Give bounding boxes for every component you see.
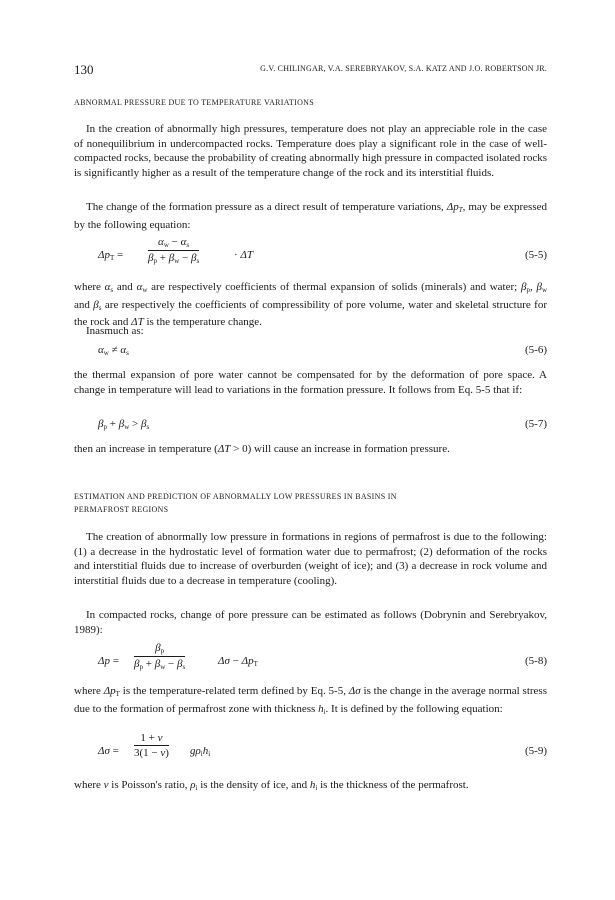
equation-5-8 [74,642,547,682]
equation-number: (5-8) [525,655,547,667]
paragraph: where $\alpha_s$ and $\alpha_w$ are respectively coefficients of thermal expansion of solids (minerals) and water; $\beta_p$, $\beta_w$ and $\beta_s$ are respectively the coefficients of compressibility of pore volume, water and skeletal structure for the rock and ΔT is the temperature change. [74,281,548,328]
equation-fraction [134,732,169,759]
equation-expression: $\beta_p + \beta_w > \beta_s$ [98,418,150,431]
paragraph: In the creation of abnormally high pressures, temperature does not play an appreciable role in the case of nonequilibrium in undercompacted rocks. Temperature does play a significant role in the case of well-compacted rocks, because the probability of creating abnormally high pressure in compacted isolated rocks is significantly higher as a result of the temperature change of the rock and its interstitial fluids. [74,123,547,179]
fraction-numerator: $\alpha_w - \alpha_s$ [148,236,199,251]
paragraph-text: The change of the formation pressure as a direct result of temperature variations, [86,201,444,213]
fraction-numerator: $\beta_p$ [134,642,185,657]
paragraph: In compacted rocks, change of pore pressure can be estimated as follows (Dobrynin and Serebryakov, 1989): [74,609,547,636]
fraction-denominator: $\beta_p + \beta_w - \beta_s$ [148,252,200,265]
paragraph: Inasmuch as: [86,325,144,337]
paragraph: The creation of abnormally low pressure in formations in regions of permafrost is due to the following: (1) a decrease in the hydrostatic level of formation water due to permafrost; (2) deformation of the rocks and interstitial fluids due to increase of overburden (weight of ice); and (3) a decrease in rock volume and interstitial fluids due to a decrease in temperature (cooling). [74,531,547,587]
paragraph: where ν is Poisson's ratio, $\rho_i$ is the density of ice, and $h_i$ is the thickness of the permafrost. [74,779,469,792]
equation-5-9 [74,732,547,772]
equation-rhs: · ΔT [234,249,253,261]
paragraph: then an increase in temperature (ΔT > 0) will cause an increase in formation pressure. [74,443,450,455]
page-header [74,62,547,78]
equation-5-5 [74,236,547,276]
section-heading-temperature: ABNORMAL PRESSURE DUE TO TEMPERATURE VARIATIONS [74,98,314,107]
heading-line: ESTIMATION AND PREDICTION OF ABNORMALLY LOW PRESSURES IN BASINS IN [74,492,397,501]
equation-number: (5-9) [525,745,547,757]
paragraph: the thermal expansion of pore water cannot be compensated for by the deformation of pore space. A change in temperature will lead to variations in the formation pressure. It follows from Eq. 5-5 that if: [74,369,547,396]
equation-lhs: Δp = [98,655,119,667]
running-head: G.V. CHILINGAR, V.A. SEREBRYAKOV, S.A. KATZ AND J.O. ROBERTSON JR. [260,64,547,73]
equation-lhs: Δσ = [98,745,119,757]
equation-5-7 [74,418,547,436]
fraction-numerator: 1 + ν [134,732,169,746]
page-number: 130 [74,62,94,77]
fraction-denominator: 3(1 − ν) [134,747,169,759]
equation-rhs: $\Delta\sigma - \Delta p_T$ [218,655,258,668]
equation-fraction [134,642,185,671]
equation-number: (5-5) [525,249,547,261]
heading-line: PERMAFROST REGIONS [74,505,169,514]
equation-rhs: $g\rho_ih_i$ [190,745,211,758]
paragraph [74,200,547,232]
paragraph: where $\Delta p_T$ is the temperature-related term defined by Eq. 5-5, Δσ is the change in the average normal stress due to the formation of permafrost zone with thickness $h_i$. It is defined by the following equation: [74,685,547,716]
section-heading-permafrost [74,490,547,516]
equation-fraction [148,236,199,265]
equation-number: (5-6) [525,344,547,356]
paragraph-text: , may be expressed by the following equation: [74,201,547,231]
equation-lhs: $\Delta p_T$ = [98,249,124,262]
fraction-denominator: $\beta_p + \beta_w - \beta_s$ [134,658,186,671]
equation-5-6 [74,344,547,362]
equation-expression: $\alpha_w \ne \alpha_s$ [98,344,129,357]
symbol: $\Delta p_T$ [446,201,463,214]
equation-number: (5-7) [525,418,547,430]
